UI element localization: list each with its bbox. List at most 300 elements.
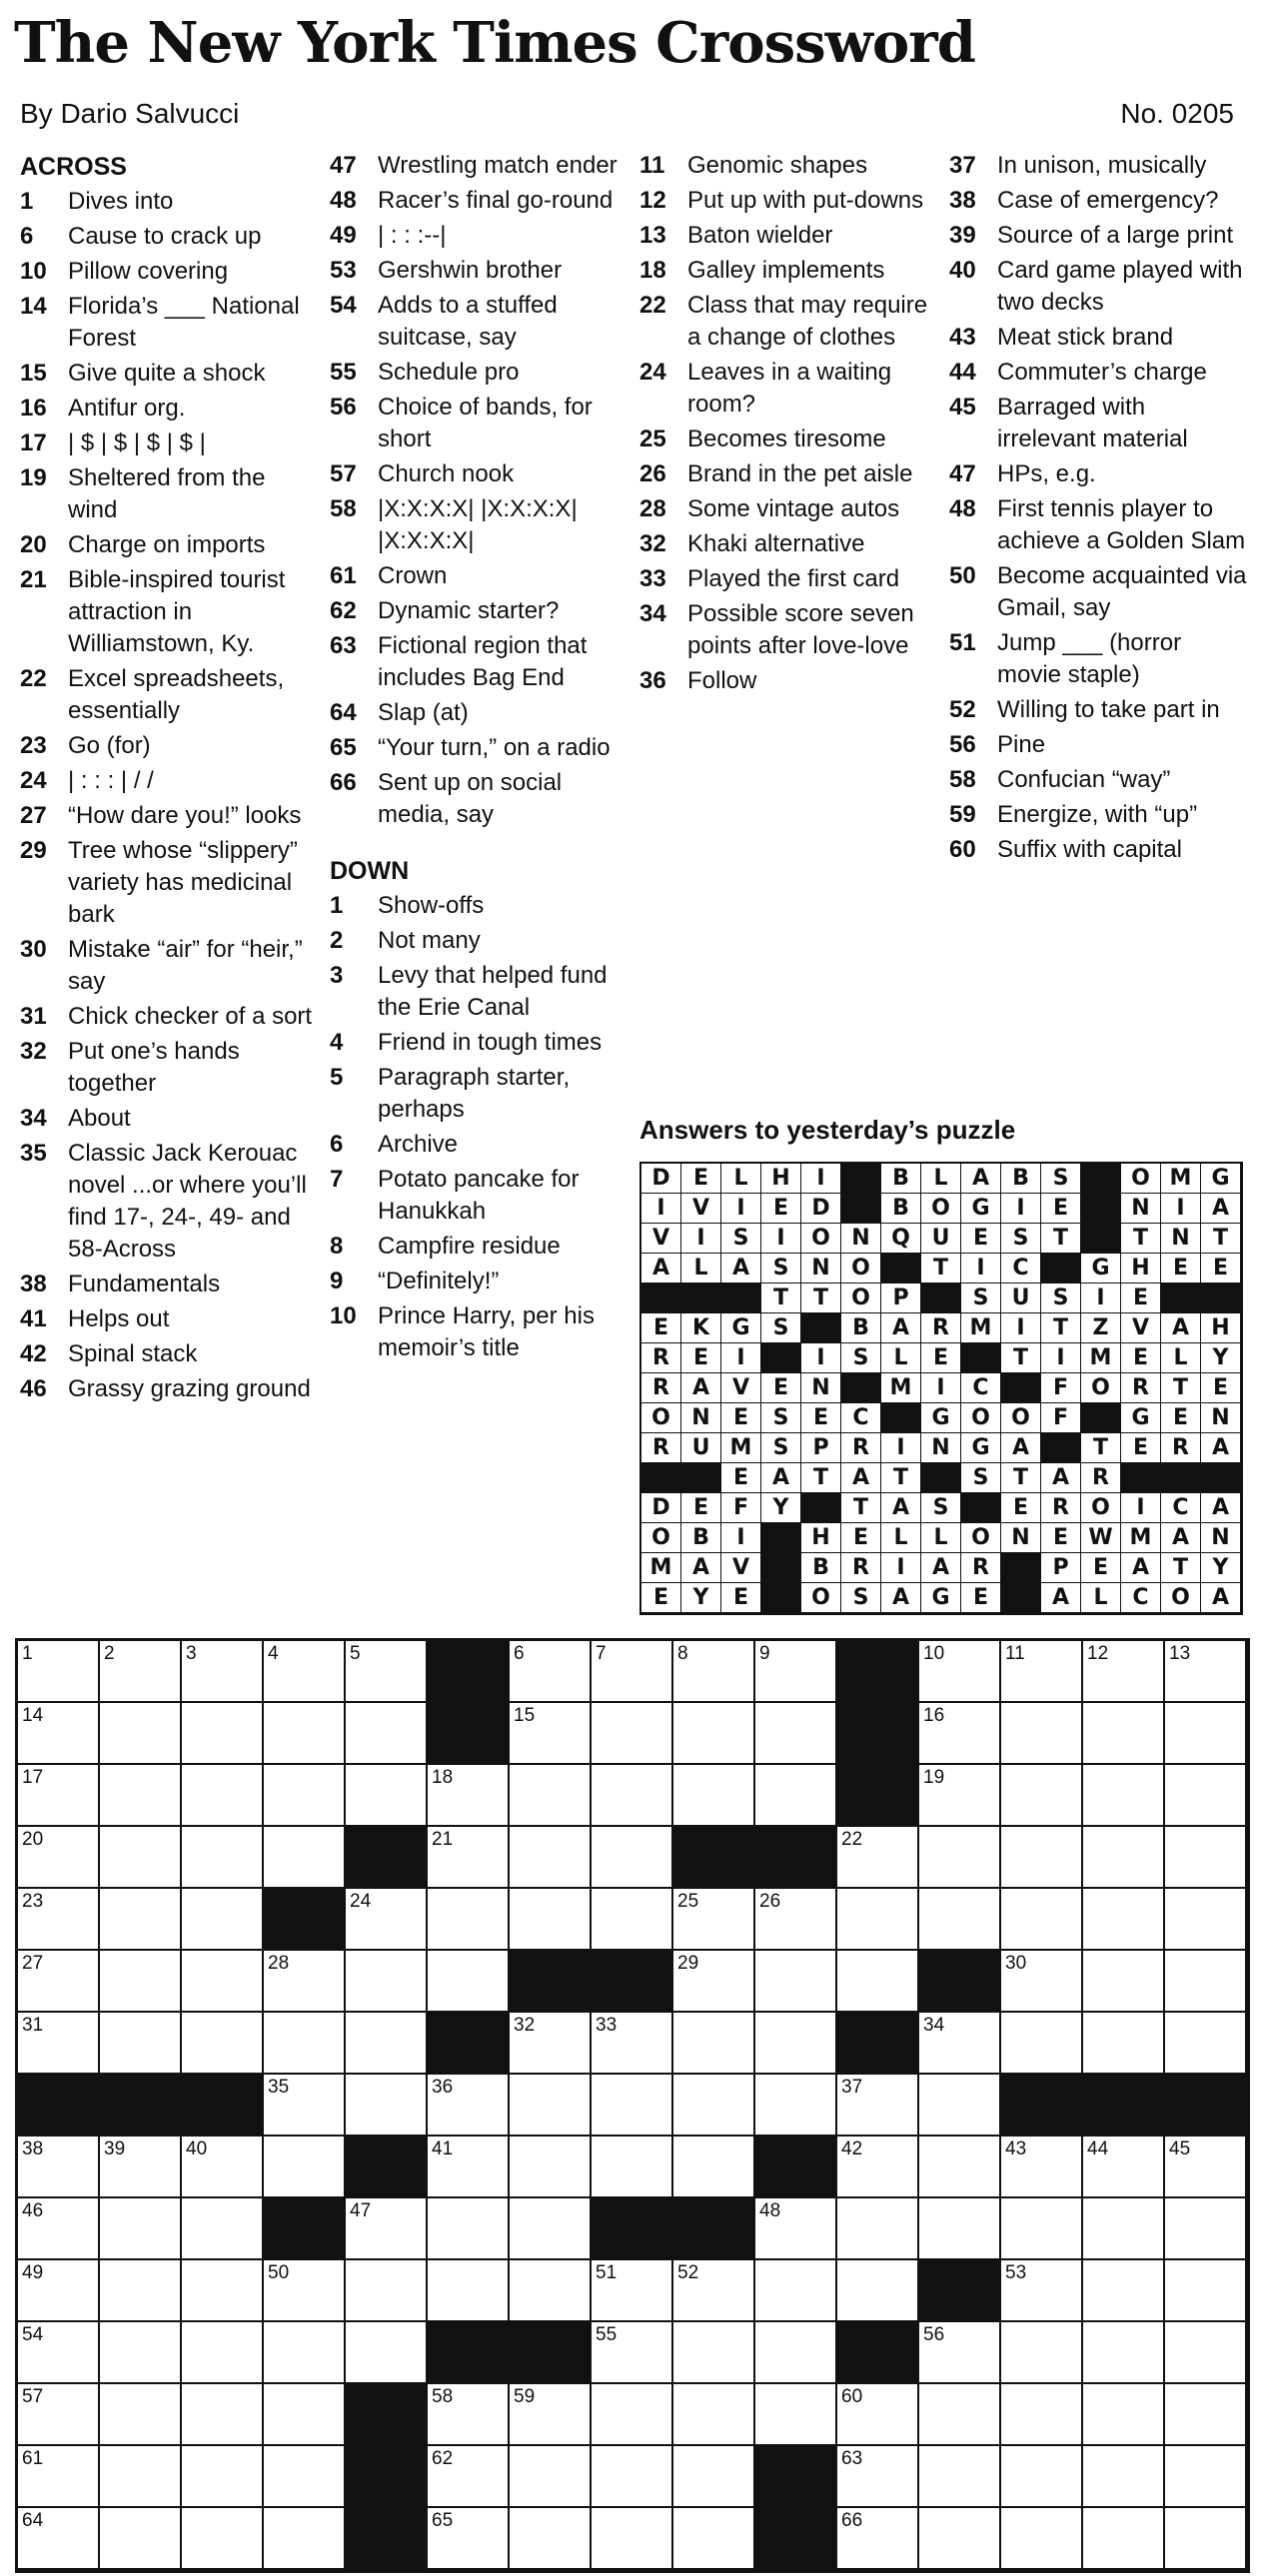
down-clue-4 (330, 1027, 630, 1059)
grid-cell[interactable] (1083, 1951, 1165, 2013)
answer-cell: O (841, 1284, 881, 1313)
grid-cell[interactable] (346, 2075, 428, 2137)
answer-cell: A (1201, 1583, 1241, 1613)
grid-cell[interactable] (510, 2384, 592, 2446)
answer-block (801, 1313, 841, 1343)
grid-cell[interactable] (182, 2198, 264, 2260)
grid-cell[interactable] (1165, 2198, 1247, 2260)
grid-cell[interactable] (592, 1889, 673, 1951)
grid-cell[interactable] (18, 1951, 100, 2013)
grid-cell[interactable] (755, 2384, 837, 2446)
grid-cell[interactable] (346, 1703, 428, 1765)
grid-cell[interactable] (18, 1641, 100, 1703)
grid-cell[interactable] (182, 1641, 264, 1703)
grid-cell[interactable] (837, 1889, 919, 1951)
clue-text: Becomes tiresome (687, 426, 886, 452)
grid-cell[interactable] (1001, 2260, 1083, 2322)
clue-text: HPs, e.g. (997, 460, 1096, 487)
grid-cell[interactable] (1001, 2137, 1083, 2198)
grid-cell[interactable] (1001, 1765, 1083, 1827)
grid-cell[interactable] (837, 2446, 919, 2508)
grid-cell[interactable] (1001, 2384, 1083, 2446)
clue-number: 63 (330, 632, 357, 659)
grid-cell[interactable] (919, 2508, 1001, 2570)
grid-cell[interactable] (264, 2013, 346, 2075)
grid-cell[interactable] (1001, 2198, 1083, 2260)
grid-cell[interactable] (1165, 2322, 1247, 2384)
clue-number: 66 (330, 769, 357, 796)
answer-cell: L (681, 1254, 721, 1284)
answers-grid (639, 1162, 1243, 1615)
grid-cell[interactable] (346, 2013, 428, 2075)
grid-cell[interactable] (18, 1827, 100, 1889)
answer-cell: E (721, 1403, 761, 1433)
across-clue-17 (20, 428, 320, 459)
clue-text: Some vintage autos (687, 495, 900, 522)
grid-cell[interactable] (510, 1827, 592, 1889)
grid-cell[interactable] (428, 2137, 510, 2198)
answer-cell: I (721, 1343, 761, 1373)
grid-cell[interactable] (919, 2075, 1001, 2137)
grid-cell[interactable] (182, 1827, 264, 1889)
grid-cell[interactable] (673, 2508, 755, 2570)
grid-cell[interactable] (18, 1703, 100, 1765)
clue-number: 57 (330, 460, 357, 487)
grid-cell[interactable] (1083, 2508, 1165, 2570)
grid-block (837, 2013, 919, 2075)
down-clue-33 (639, 563, 939, 595)
answer-cell: S (761, 1433, 801, 1463)
clue-number: 38 (20, 1271, 47, 1297)
grid-cell[interactable] (1083, 2198, 1165, 2260)
grid-cell[interactable] (100, 2260, 182, 2322)
grid-cell[interactable] (673, 2322, 755, 2384)
grid-cell[interactable] (1001, 2013, 1083, 2075)
grid-cell[interactable] (673, 1889, 755, 1951)
answer-cell: I (961, 1254, 1001, 1284)
grid-cell[interactable] (1083, 2137, 1165, 2198)
answer-block (1041, 1254, 1081, 1284)
grid-cell[interactable] (100, 2508, 182, 2570)
grid-cell[interactable] (1001, 2322, 1083, 2384)
grid-cell[interactable] (346, 1951, 428, 2013)
grid-cell[interactable] (264, 1765, 346, 1827)
grid-cell[interactable] (837, 2384, 919, 2446)
answer-cell: A (881, 1493, 921, 1523)
grid-cell[interactable] (100, 2384, 182, 2446)
answer-cell: Z (1081, 1313, 1121, 1343)
answer-cell: C (841, 1403, 881, 1433)
grid-cell[interactable] (182, 2013, 264, 2075)
clue-number: 3 (330, 962, 344, 989)
grid-cell[interactable] (182, 2322, 264, 2384)
grid-cell[interactable] (1083, 1641, 1165, 1703)
grid-cell[interactable] (1165, 2384, 1247, 2446)
answer-cell: E (1121, 1343, 1161, 1373)
clue-text: Campfire residue (378, 1233, 561, 1260)
clue-number: 41 (20, 1305, 47, 1332)
cell-number: 49 (22, 2262, 44, 2283)
answer-block (681, 1463, 721, 1493)
grid-cell[interactable] (755, 1703, 837, 1765)
grid-cell[interactable] (919, 2013, 1001, 2075)
grid-cell[interactable] (673, 2013, 755, 2075)
grid-cell[interactable] (1165, 1765, 1247, 1827)
grid-cell[interactable] (18, 2446, 100, 2508)
grid-cell[interactable] (592, 2384, 673, 2446)
grid-cell[interactable] (1001, 1703, 1083, 1765)
answer-cell: E (841, 1523, 881, 1553)
grid-cell[interactable] (100, 2013, 182, 2075)
grid-cell[interactable] (100, 1951, 182, 2013)
cell-number: 18 (432, 1767, 454, 1788)
grid-cell[interactable] (182, 2260, 264, 2322)
grid-cell[interactable] (346, 1765, 428, 1827)
cell-number: 52 (677, 2262, 699, 2283)
clue-number: 58 (330, 495, 357, 522)
grid-cell[interactable] (510, 2013, 592, 2075)
grid-cell[interactable] (510, 1765, 592, 1827)
grid-cell[interactable] (510, 1641, 592, 1703)
clue-number: 46 (20, 1375, 47, 1402)
grid-cell[interactable] (673, 1765, 755, 1827)
answer-cell: I (1121, 1493, 1161, 1523)
grid-cell[interactable] (182, 2508, 264, 2570)
across-clue-53 (330, 255, 630, 287)
grid-cell[interactable] (510, 1889, 592, 1951)
grid-cell[interactable] (592, 2446, 673, 2508)
cell-number: 2 (104, 1643, 115, 1664)
clue-text: Baton wielder (687, 222, 833, 249)
across-clue-16 (20, 393, 320, 425)
grid-cell[interactable] (755, 1889, 837, 1951)
cell-number: 39 (104, 2139, 126, 2159)
grid-cell[interactable] (264, 2322, 346, 2384)
grid-cell[interactable] (919, 2322, 1001, 2384)
clue-number: 33 (639, 565, 666, 592)
across-clue-66 (330, 767, 630, 831)
answer-cell: V (721, 1373, 761, 1403)
answer-block (1081, 1194, 1121, 1224)
grid-cell[interactable] (182, 1889, 264, 1951)
grid-cell[interactable] (100, 1889, 182, 1951)
grid-cell[interactable] (264, 2508, 346, 2570)
clue-number: 25 (639, 426, 666, 452)
grid-cell[interactable] (837, 2075, 919, 2137)
grid-cell[interactable] (182, 1951, 264, 2013)
grid-cell[interactable] (673, 2446, 755, 2508)
clue-text: Tree whose “slippery” variety has medicinal bark (68, 837, 298, 928)
answer-cell: R (1041, 1493, 1081, 1523)
grid-cell[interactable] (428, 1889, 510, 1951)
grid-cell[interactable] (100, 1703, 182, 1765)
grid-cell[interactable] (18, 2013, 100, 2075)
answer-cell: L (921, 1523, 961, 1553)
grid-cell[interactable] (755, 2013, 837, 2075)
grid-cell[interactable] (18, 1889, 100, 1951)
clue-text: Put up with put-downs (687, 187, 924, 214)
grid-cell[interactable] (1083, 2260, 1165, 2322)
grid-cell[interactable] (755, 2198, 837, 2260)
grid-cell[interactable] (510, 2260, 592, 2322)
clue-text: Sent up on social media, say (378, 769, 563, 828)
grid-cell[interactable] (264, 2446, 346, 2508)
cell-number: 46 (22, 2200, 44, 2221)
grid-cell[interactable] (18, 2137, 100, 2198)
answer-block (1001, 1583, 1041, 1613)
grid-cell[interactable] (182, 2384, 264, 2446)
answer-cell: A (1041, 1463, 1081, 1493)
cell-number: 62 (432, 2448, 454, 2469)
answer-cell: G (921, 1403, 961, 1433)
grid-cell[interactable] (264, 1703, 346, 1765)
answer-cell: I (881, 1553, 921, 1583)
grid-cell[interactable] (510, 2075, 592, 2137)
across-clue-24 (20, 765, 320, 797)
grid-cell[interactable] (1165, 1889, 1247, 1951)
grid-cell[interactable] (919, 2384, 1001, 2446)
grid-cell[interactable] (592, 2013, 673, 2075)
grid-cell[interactable] (510, 2446, 592, 2508)
grid-cell[interactable] (837, 1951, 919, 2013)
answer-cell: I (1001, 1313, 1041, 1343)
grid-cell[interactable] (755, 1951, 837, 2013)
grid-cell[interactable] (837, 2260, 919, 2322)
grid-block (592, 2198, 673, 2260)
grid-cell[interactable] (592, 1765, 673, 1827)
answer-cell: E (1201, 1254, 1241, 1284)
answer-cell: A (641, 1254, 681, 1284)
clue-number: 12 (639, 187, 666, 214)
clue-text: Class that may require a change of clothes (687, 292, 928, 351)
grid-cell[interactable] (428, 2446, 510, 2508)
grid-cell[interactable] (100, 2446, 182, 2508)
grid-cell[interactable] (919, 2446, 1001, 2508)
clue-column-3 (639, 150, 939, 700)
grid-cell[interactable] (592, 2508, 673, 2570)
answer-cell: E (1121, 1433, 1161, 1463)
grid-cell[interactable] (919, 1641, 1001, 1703)
answer-block (841, 1194, 881, 1224)
grid-cell[interactable] (755, 2075, 837, 2137)
grid-cell[interactable] (264, 2384, 346, 2446)
clue-number: 34 (20, 1105, 47, 1132)
grid-cell[interactable] (428, 1951, 510, 2013)
answer-cell: S (721, 1224, 761, 1254)
clue-column-1 (20, 150, 320, 1408)
grid-cell[interactable] (264, 2137, 346, 2198)
grid-cell[interactable] (1083, 2322, 1165, 2384)
answer-cell: O (1081, 1373, 1121, 1403)
grid-cell[interactable] (592, 2075, 673, 2137)
grid-cell[interactable] (1083, 1765, 1165, 1827)
clue-number: 53 (330, 257, 357, 284)
answer-cell: O (961, 1523, 1001, 1553)
grid-cell[interactable] (1083, 2384, 1165, 2446)
grid-cell[interactable] (1165, 2013, 1247, 2075)
grid-cell[interactable] (18, 1765, 100, 1827)
grid-cell[interactable] (428, 2198, 510, 2260)
grid-cell[interactable] (755, 1641, 837, 1703)
answer-cell: A (1201, 1194, 1241, 1224)
grid-cell[interactable] (264, 2260, 346, 2322)
grid-cell[interactable] (1083, 1703, 1165, 1765)
answer-cell: T (1161, 1373, 1201, 1403)
grid-cell[interactable] (1083, 2446, 1165, 2508)
clue-text: Excel spreadsheets, essentially (68, 665, 285, 724)
clue-number: 47 (949, 460, 976, 487)
grid-cell[interactable] (592, 2137, 673, 2198)
grid-cell[interactable] (1001, 1951, 1083, 2013)
grid-cell[interactable] (100, 2137, 182, 2198)
grid-cell[interactable] (673, 1703, 755, 1765)
grid-cell[interactable] (264, 1827, 346, 1889)
answer-cell: V (681, 1194, 721, 1224)
grid-cell[interactable] (1165, 1951, 1247, 2013)
grid-cell[interactable] (100, 1641, 182, 1703)
clue-number: 7 (330, 1166, 344, 1193)
grid-cell[interactable] (673, 2384, 755, 2446)
clue-number: 21 (20, 566, 47, 593)
grid-cell[interactable] (510, 2508, 592, 2570)
grid-cell[interactable] (673, 1641, 755, 1703)
grid-cell[interactable] (1083, 2013, 1165, 2075)
grid-cell[interactable] (1165, 1827, 1247, 1889)
grid-cell[interactable] (510, 2137, 592, 2198)
grid-cell[interactable] (837, 2508, 919, 2570)
grid-cell[interactable] (264, 1951, 346, 2013)
clue-number: 36 (639, 667, 666, 694)
grid-cell[interactable] (1001, 2508, 1083, 2570)
grid-cell[interactable] (428, 2508, 510, 2570)
grid-cell[interactable] (1083, 1827, 1165, 1889)
grid-cell[interactable] (100, 2322, 182, 2384)
grid-cell[interactable] (919, 2198, 1001, 2260)
grid-cell[interactable] (755, 2322, 837, 2384)
grid-cell[interactable] (592, 2322, 673, 2384)
grid-cell[interactable] (673, 2075, 755, 2137)
grid-cell[interactable] (592, 1827, 673, 1889)
down-clue-7 (330, 1164, 630, 1228)
down-clue-40 (949, 255, 1249, 319)
clue-number: 16 (20, 395, 47, 422)
grid-cell[interactable] (919, 1703, 1001, 1765)
answer-cell: I (721, 1523, 761, 1553)
grid-cell[interactable] (919, 1889, 1001, 1951)
down-clue-8 (330, 1231, 630, 1263)
clue-text: Sheltered from the wind (68, 464, 266, 523)
grid-cell[interactable] (346, 1641, 428, 1703)
grid-cell[interactable] (1165, 2446, 1247, 2508)
grid-cell[interactable] (510, 1703, 592, 1765)
answer-cell: V (641, 1224, 681, 1254)
answer-cell: O (961, 1403, 1001, 1433)
grid-cell[interactable] (428, 1827, 510, 1889)
grid-cell[interactable] (1083, 1889, 1165, 1951)
down-clue-51 (949, 627, 1249, 691)
across-clue-65 (330, 732, 630, 764)
clue-text: Racer’s final go-round (378, 187, 614, 214)
grid-cell[interactable] (673, 2260, 755, 2322)
clue-text: Adds to a stuffed suitcase, say (378, 292, 558, 351)
grid-cell[interactable] (673, 2137, 755, 2198)
grid-cell[interactable] (1165, 2137, 1247, 2198)
grid-cell[interactable] (1165, 2508, 1247, 2570)
down-clue-52 (949, 694, 1249, 726)
grid-cell[interactable] (837, 1827, 919, 1889)
across-clue-58 (330, 493, 630, 557)
grid-cell[interactable] (1001, 1889, 1083, 1951)
grid-cell[interactable] (428, 2384, 510, 2446)
grid-cell[interactable] (18, 2260, 100, 2322)
answer-cell: A (1001, 1433, 1041, 1463)
grid-cell[interactable] (346, 2260, 428, 2322)
grid-cell[interactable] (264, 1641, 346, 1703)
grid-cell[interactable] (346, 2198, 428, 2260)
grid-cell[interactable] (837, 2198, 919, 2260)
grid-block (428, 1641, 510, 1703)
clue-number: 13 (639, 222, 666, 249)
answer-cell: U (921, 1224, 961, 1254)
down-heading: DOWN (330, 857, 410, 885)
grid-cell[interactable] (673, 1951, 755, 2013)
across-clue-21 (20, 564, 320, 660)
grid-cell[interactable] (919, 1765, 1001, 1827)
grid-cell[interactable] (1001, 2446, 1083, 2508)
answer-cell: A (1161, 1313, 1201, 1343)
grid-cell[interactable] (755, 1765, 837, 1827)
grid-cell[interactable] (346, 1889, 428, 1951)
grid-cell[interactable] (428, 2075, 510, 2137)
clue-text: Willing to take part in (997, 696, 1220, 723)
grid-cell[interactable] (100, 1765, 182, 1827)
answer-cell: O (801, 1224, 841, 1254)
grid-cell[interactable] (837, 2137, 919, 2198)
grid-cell[interactable] (18, 2322, 100, 2384)
grid-cell[interactable] (182, 1703, 264, 1765)
cell-number: 48 (759, 2200, 781, 2221)
grid-cell[interactable] (592, 2260, 673, 2322)
grid-cell[interactable] (592, 1703, 673, 1765)
grid-cell[interactable] (18, 2508, 100, 2570)
grid-cell[interactable] (182, 2446, 264, 2508)
grid-cell[interactable] (755, 2260, 837, 2322)
grid-cell[interactable] (264, 2075, 346, 2137)
grid-cell[interactable] (1001, 1827, 1083, 1889)
cell-number: 41 (432, 2139, 454, 2159)
answer-cell: A (681, 1373, 721, 1403)
grid-cell[interactable] (1001, 1641, 1083, 1703)
grid-cell[interactable] (510, 2198, 592, 2260)
grid-cell[interactable] (1165, 1641, 1247, 1703)
grid-cell[interactable] (100, 1827, 182, 1889)
down-clue-34 (639, 598, 939, 662)
grid-cell[interactable] (182, 1765, 264, 1827)
grid-cell[interactable] (592, 1641, 673, 1703)
grid-cell[interactable] (919, 1827, 1001, 1889)
grid-cell[interactable] (18, 2198, 100, 2260)
grid-cell[interactable] (1165, 2260, 1247, 2322)
grid-cell[interactable] (18, 2384, 100, 2446)
grid-cell[interactable] (919, 2137, 1001, 2198)
grid-cell[interactable] (182, 2137, 264, 2198)
grid-cell[interactable] (1165, 1703, 1247, 1765)
grid-cell[interactable] (346, 2322, 428, 2384)
answer-cell: E (641, 1313, 681, 1343)
grid-cell[interactable] (428, 1765, 510, 1827)
grid-cell[interactable] (428, 2260, 510, 2322)
grid-cell[interactable] (100, 2198, 182, 2260)
